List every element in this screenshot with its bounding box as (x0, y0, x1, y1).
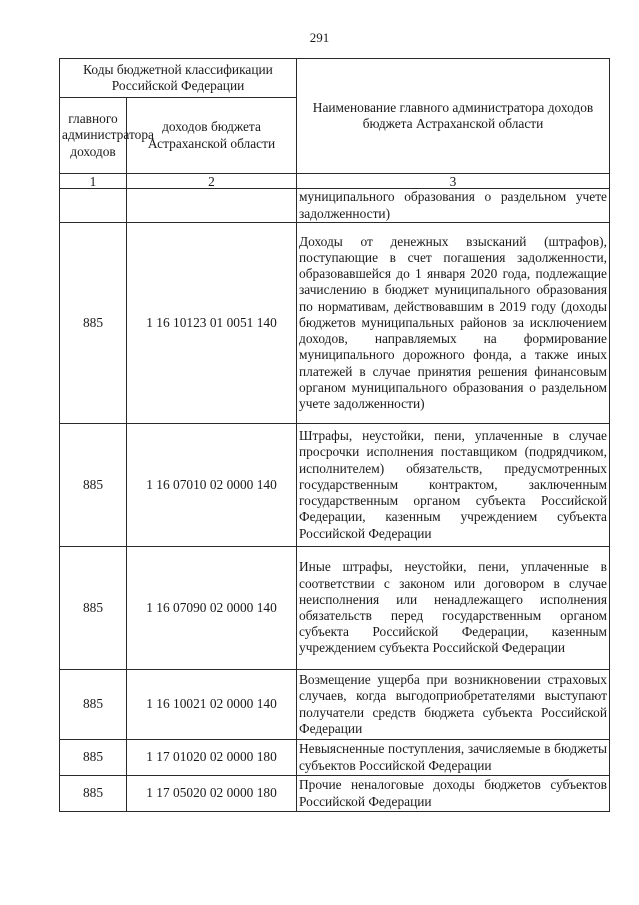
table-header-row (60, 59, 610, 98)
table-row (60, 776, 610, 812)
budget-code-cell: 1 16 10021 02 0000 140 (127, 670, 297, 740)
budget-classification-table (59, 58, 610, 812)
admin-code-cell: 885 (60, 424, 127, 547)
header-main-admin: главного администратора доходов (60, 98, 127, 174)
table-row (60, 670, 610, 740)
income-name-cell: Иные штрафы, неустойки, пени, уплаченные в соответствии с законом или договором в случае неисполнения или ненадлежащего исполнения обязательств перед государственным органом субъекта Российской Федерации, казенным учреждением субъекта Российской Федерации (297, 547, 610, 670)
table-row (60, 424, 610, 547)
header-codes-group: Коды бюджетной классификации Российской Федерации (60, 59, 297, 98)
income-name-cell: Прочие неналоговые доходы бюджетов субъектов Российской Федерации (297, 776, 610, 812)
income-name-cell: Невыясненные поступления, зачисляемые в бюджеты субъектов Российской Федерации (297, 740, 610, 776)
admin-code-cell: 885 (60, 223, 127, 424)
budget-code-cell: 1 16 10123 01 0051 140 (127, 223, 297, 424)
header-budget-income: доходов бюджета Астраханской области (127, 98, 297, 174)
page-number: 291 (309, 30, 330, 45)
admin-code-cell: 885 (60, 776, 127, 812)
income-name-cell: Доходы от денежных взысканий (штрафов), поступающие в счет погашения задолженности, образовавшейся до 1 января 2020 года, подлежащие зачислению в бюджет муниципального образования по нормативам, действовавшим в 2019 году (доходы бюджетов муниципальных районов за исключением доходов, направляемых на формирование муниципального дорожного фонда, а также иных платежей в случае принятия решения финансовым органом муниципального образования о раздельном учете задолженности) (297, 223, 610, 424)
column-number: 2 (127, 174, 297, 189)
admin-code-cell: 885 (60, 740, 127, 776)
column-number: 3 (297, 174, 610, 189)
table-row (60, 223, 610, 424)
column-number: 1 (60, 174, 127, 189)
table-row (60, 189, 610, 223)
table-row (60, 740, 610, 776)
admin-code-cell (60, 189, 127, 223)
budget-code-cell (127, 189, 297, 223)
column-number-row (60, 174, 610, 189)
income-name-cell: муниципального образования о раздельном учете задолженности) (297, 189, 610, 223)
header-admin-name: Наименование главного администратора доходов бюджета Астраханской области (297, 59, 610, 174)
budget-code-cell: 1 17 01020 02 0000 180 (127, 740, 297, 776)
budget-code-cell: 1 16 07090 02 0000 140 (127, 547, 297, 670)
admin-code-cell: 885 (60, 670, 127, 740)
admin-code-cell: 885 (60, 547, 127, 670)
income-name-cell: Возмещение ущерба при возникновении страховых случаев, когда выгодоприобретателями выступают получатели средств бюджета субъекта Российской Федерации (297, 670, 610, 740)
table-row (60, 547, 610, 670)
income-name-cell: Штрафы, неустойки, пени, уплаченные в случае просрочки исполнения поставщиком (подрядчиком, исполнителем) обязательств, предусмотренных государственным контрактом, заключенным государственным органом субъекта Российской Федерации, казенным учреждением субъекта Российской Федерации (297, 424, 610, 547)
budget-code-cell: 1 17 05020 02 0000 180 (127, 776, 297, 812)
budget-code-cell: 1 16 07010 02 0000 140 (127, 424, 297, 547)
